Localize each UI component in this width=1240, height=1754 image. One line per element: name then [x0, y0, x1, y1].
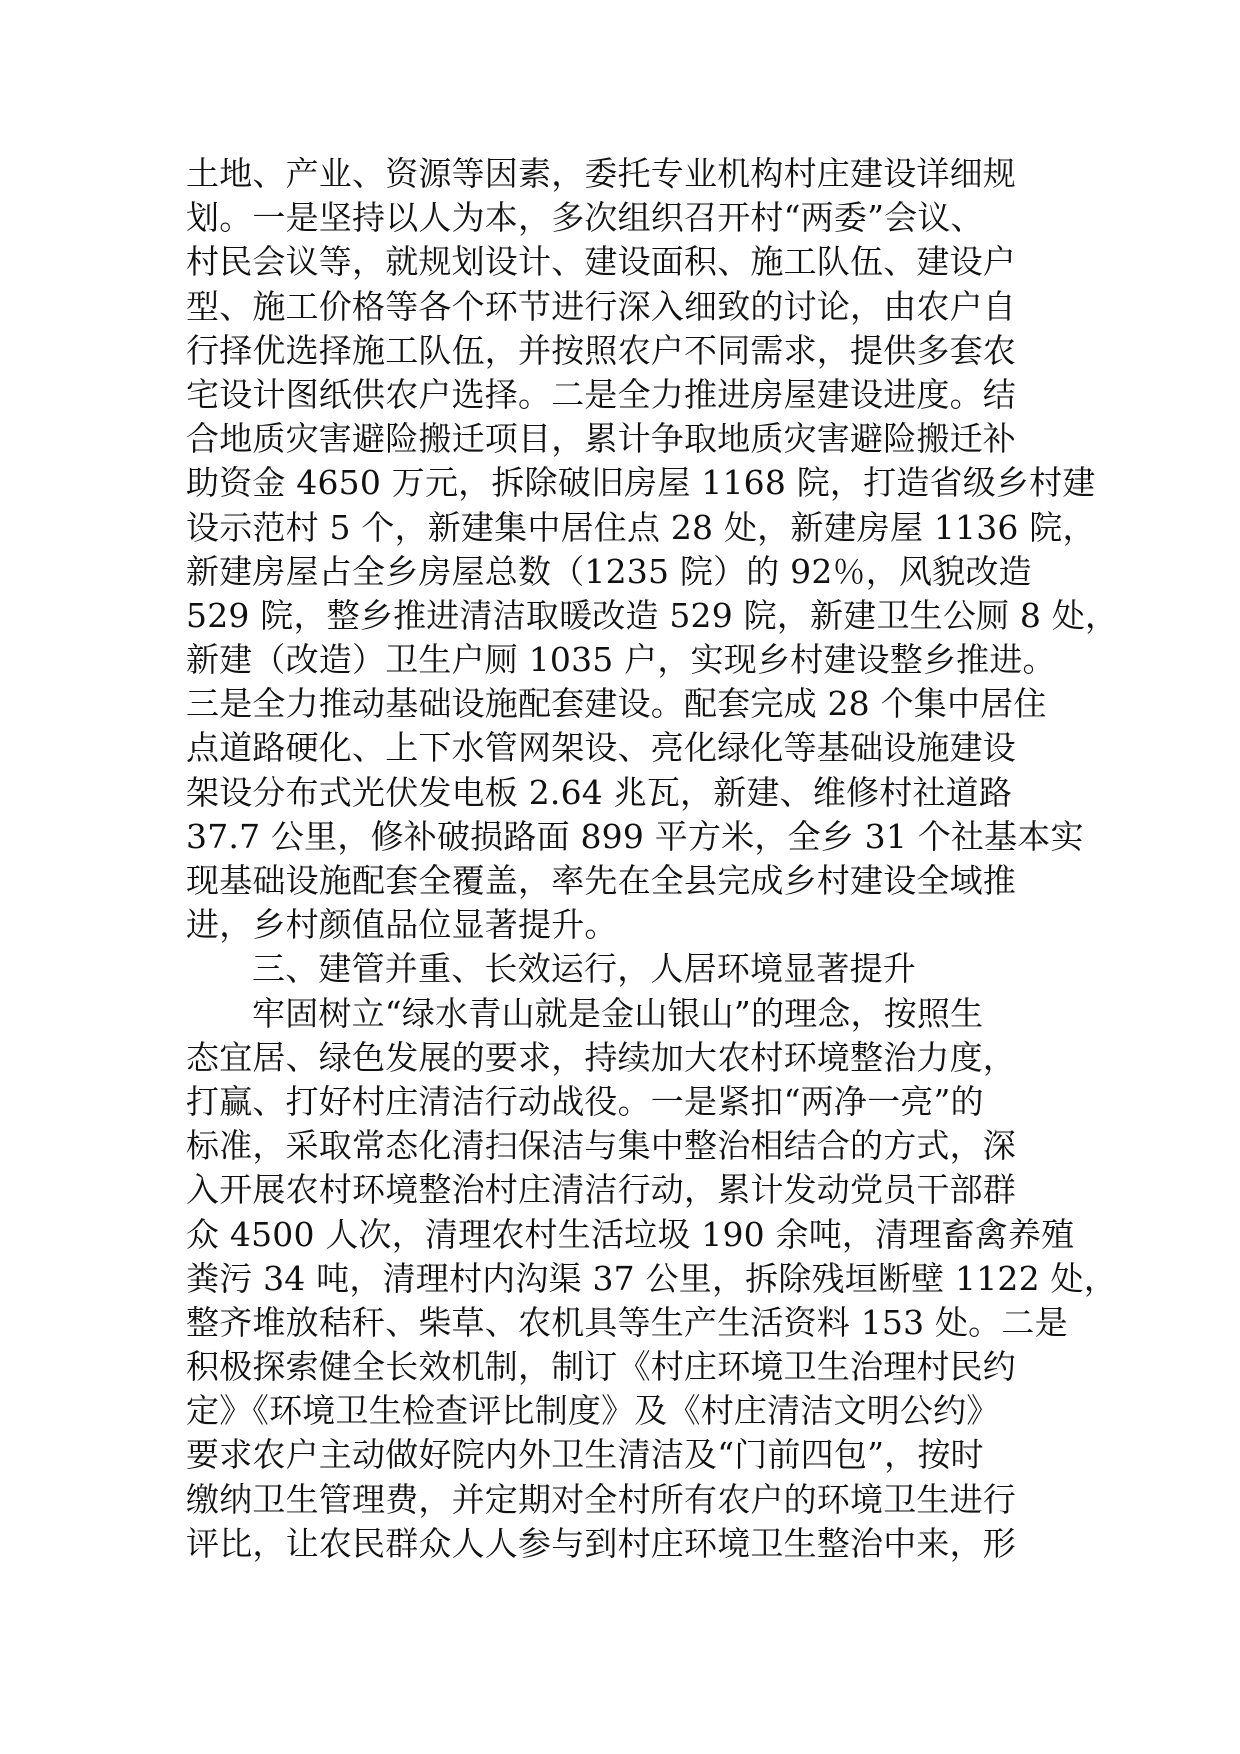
- text-line: 整齐堆放秸秆、柴草、农机具等生产生活资料 153 处。二是: [186, 1302, 1068, 1342]
- text-line: 打赢、打好村庄清洁行动战役。一是紧扣“两净一亮”的: [186, 1081, 984, 1121]
- text-line: 缴纳卫生管理费，并定期对全村所有农户的环境卫生进行: [186, 1479, 1016, 1519]
- text-line: 新建（改造）卫生户厕 1035 户，实现乡村建设整乡推进。: [186, 640, 1056, 680]
- text-line: 标准，采取常态化清扫保洁与集中整治相结合的方式，深: [186, 1126, 1016, 1166]
- text-line: 入开展农村环境整治村庄清洁行动，累计发动党员干部群: [186, 1170, 1016, 1210]
- text-line: 合地质灾害避险搬迁项目，累计争取地质灾害避险搬迁补: [186, 419, 1016, 459]
- text-line: 进，乡村颜值品位显著提升。: [186, 905, 618, 945]
- text-line: 要求农户主动做好院内外卫生清洁及“门前四包”，按时: [186, 1435, 984, 1475]
- text-line: 粪污 34 吨，清理村内沟渠 37 公里，拆除残垣断壁 1122 处，: [186, 1258, 1117, 1298]
- text-line: 土地、产业、资源等因素，委托专业机构村庄建设详细规: [186, 154, 1016, 193]
- text-line: 众 4500 人次，清理农村生活垃圾 190 余吨，清理畜禽养殖: [186, 1214, 1075, 1254]
- paragraph-first-line: 牢固树立“绿水青山就是金山银山”的理念，按照生: [252, 993, 984, 1033]
- text-line: 架设分布式光伏发电板 2.64 兆瓦，新建、维修村社道路: [186, 772, 1013, 812]
- text-line: 积极探索健全长效机制，制订《村庄环境卫生治理村民约: [186, 1347, 1016, 1387]
- text-line: 型、施工价格等各个环节进行深入细致的讨论，由农户自: [186, 286, 1016, 326]
- text-line: 助资金 4650 万元，拆除破旧房屋 1168 院，打造省级乡村建: [186, 463, 1096, 503]
- text-line: 37.7 公里，修补破损路面 899 平方米，全乡 31 个社基本实: [186, 816, 1084, 856]
- text-line: 现基础设施配套全覆盖，率先在全县完成乡村建设全域推: [186, 861, 1016, 900]
- text-line: 529 院，整乡推进清洁取暖改造 529 院，新建卫生公厕 8 处，: [186, 595, 1119, 635]
- text-line: 划。一是坚持以人为本，多次组织召开村“两委”会议、: [186, 198, 984, 238]
- text-line: 定》《环境卫生检查评比制度》及《村庄清洁文明公约》: [186, 1391, 1000, 1431]
- text-line: 三是全力推动基础设施配套建设。配套完成 28 个集中居住: [186, 684, 1047, 724]
- body-text: [186, 152, 1119, 1566]
- text-line: 评比，让农民群众人人参与到村庄环境卫生整治中来，形: [186, 1523, 1016, 1563]
- text-line: 宅设计图纸供农户选择。二是全力推进房屋建设进度。结: [186, 374, 1016, 414]
- text-line: 村民会议等，就规划设计、建设面积、施工队伍、建设户: [186, 242, 1016, 282]
- text-line: 点道路硬化、上下水管网架设、亮化绿化等基础设施建设: [186, 728, 1016, 768]
- text-line: 行择优选择施工队伍，并按照农户不同需求，提供多套农: [186, 330, 1016, 370]
- section-heading: 三、建管并重、长效运行，人居环境显著提升: [252, 949, 916, 989]
- text-line: 设示范村 5 个，新建集中居住点 28 处，新建房屋 1136 院，: [186, 507, 1096, 547]
- text-line: 态宜居、绿色发展的要求，持续加大农村环境整治力度，: [186, 1037, 1016, 1077]
- text-line: 新建房屋占全乡房屋总数（1235 院）的 92％，风貌改造: [186, 551, 1032, 591]
